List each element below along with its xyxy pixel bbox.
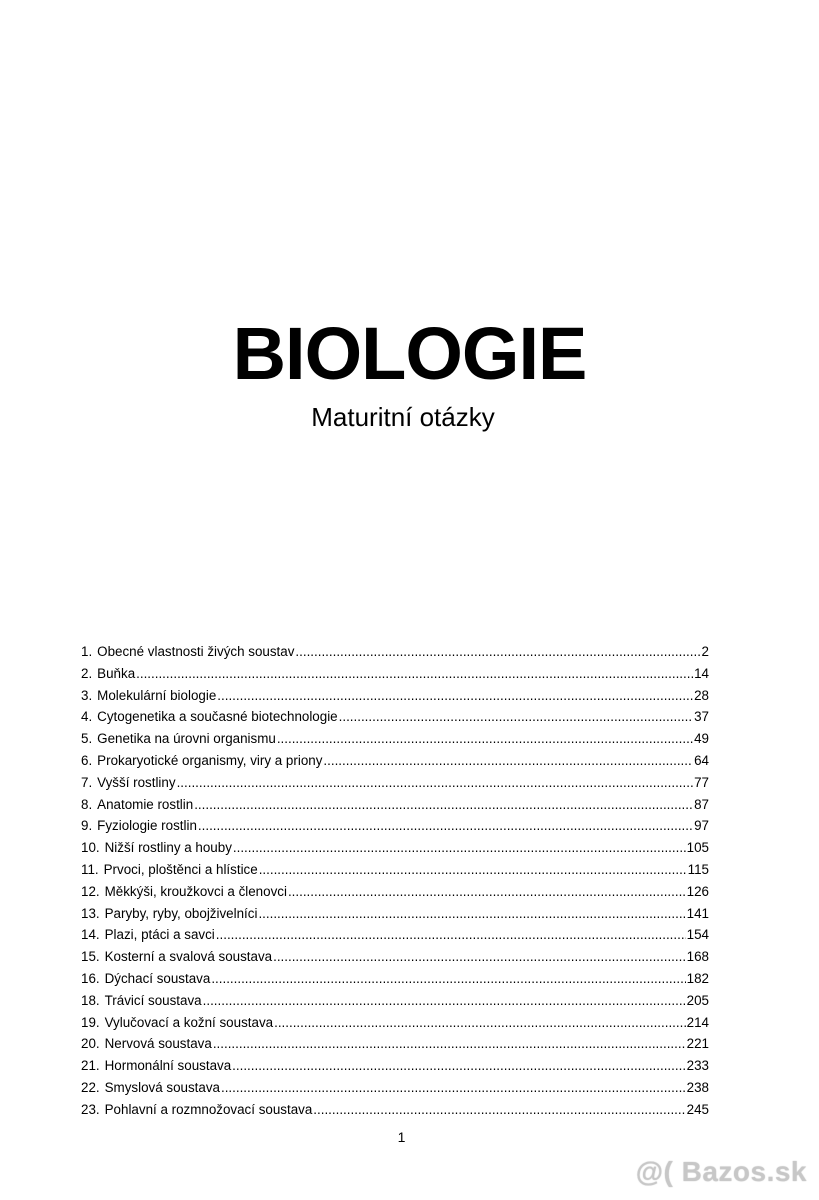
toc-entry-number: 18. (81, 992, 100, 1008)
toc-entry-leader-dots (221, 1077, 686, 1099)
toc-entry-leader-dots (258, 903, 685, 925)
toc-entry (81, 772, 709, 794)
toc-entry-leader-dots (211, 968, 685, 990)
toc-entry-page: 14 (694, 665, 709, 681)
toc-entry (81, 859, 709, 881)
toc-entry-title: Cytogenetika a současné biotechnologie (97, 709, 338, 725)
toc-entry-title: Plazi, ptáci a savci (104, 927, 215, 943)
toc-entry (81, 794, 709, 816)
toc-entry-number: 5. (81, 731, 93, 747)
toc-entry-page: 221 (686, 1036, 709, 1052)
toc-entry-number: 14. (81, 927, 100, 943)
toc-entry-number: 19. (81, 1014, 100, 1030)
toc-entry-leader-dots (232, 1055, 686, 1077)
toc-entry-page: 77 (694, 774, 709, 790)
toc-entry-leader-dots (233, 837, 686, 859)
toc-entry (81, 1077, 709, 1099)
toc-entry (81, 903, 709, 925)
toc-entry-page: 168 (686, 949, 709, 965)
toc-entry-leader-dots (288, 881, 686, 903)
toc-entry-title: Vylučovací a kožní soustava (104, 1014, 274, 1030)
toc-entry-title: Prokaryotické organismy, viry a priony (97, 752, 323, 768)
toc-entry-title: Měkkýši, kroužkovci a členovci (104, 883, 287, 899)
toc-entry-title: Buňka (97, 665, 136, 681)
toc-entry-leader-dots (339, 706, 693, 728)
toc-entry (81, 924, 709, 946)
toc-entry-number: 8. (81, 796, 93, 812)
toc-entry (81, 641, 709, 663)
toc-entry-title: Obecné vlastnosti živých soustav (97, 644, 295, 659)
toc-entry-leader-dots (295, 641, 700, 663)
toc-entry-title: Fyziologie rostlin (97, 818, 197, 834)
toc-entry (81, 728, 709, 750)
toc-entry-page: 105 (686, 840, 709, 856)
toc-entry-number: 9. (81, 818, 93, 834)
toc-entry-title: Prvoci, ploštěnci a hlístice (103, 861, 258, 877)
document-subtitle: Maturitní otázky (311, 402, 495, 432)
toc-entry-leader-dots (136, 663, 693, 685)
toc-entry-number: 1. (81, 644, 93, 659)
toc-entry-title: Genetika na úrovni organismu (97, 731, 276, 747)
toc-entry-page: 182 (686, 970, 709, 986)
toc-entry-page: 245 (686, 1101, 709, 1117)
toc-entry-leader-dots (217, 685, 693, 707)
toc-entry-leader-dots (213, 1033, 686, 1055)
toc-entry-title: Kosterní a svalová soustava (104, 949, 273, 965)
toc-entry (81, 1033, 709, 1055)
toc-entry-title: Molekulární biologie (97, 687, 217, 703)
toc-entry-page: 28 (694, 687, 709, 703)
toc-entry-number: 3. (81, 687, 93, 703)
toc-entry-number: 13. (81, 905, 100, 921)
toc-entry (81, 815, 709, 837)
toc-entry-number: 20. (81, 1036, 100, 1052)
toc-entry-number: 4. (81, 709, 93, 725)
toc-entry-number: 15. (81, 949, 100, 965)
toc-entry-leader-dots (216, 924, 686, 946)
toc-entry (81, 663, 709, 685)
toc-entry (81, 1055, 709, 1077)
toc-entry-leader-dots (273, 946, 686, 968)
table-of-contents (81, 641, 709, 1121)
toc-entry (81, 946, 709, 968)
watermark-logo: @( Bazos.sk (635, 1156, 807, 1187)
toc-entry (81, 990, 709, 1012)
page-number: 1 (397, 1129, 406, 1145)
toc-entry-title: Pohlavní a rozmnožovací soustava (104, 1101, 313, 1117)
toc-entry-number: 21. (81, 1058, 100, 1074)
toc-entry-number: 6. (81, 752, 93, 768)
toc-entry-number: 10. (81, 840, 100, 856)
toc-entry-title: Anatomie rostlin (97, 796, 194, 812)
toc-entry-page: 2 (701, 644, 709, 659)
toc-entry (81, 1012, 709, 1034)
toc-entry (81, 1099, 709, 1121)
toc-entry-page: 238 (686, 1079, 709, 1095)
toc-entry-title: Vyšší rostliny (97, 774, 176, 790)
toc-entry-title: Nižší rostliny a houby (104, 840, 232, 856)
toc-entry-number: 12. (81, 883, 100, 899)
toc-entry-page: 233 (686, 1058, 709, 1074)
toc-entry-number: 11. (81, 861, 99, 877)
toc-entry-leader-dots (274, 1012, 686, 1034)
toc-entry-page: 64 (694, 752, 709, 768)
toc-entry-number: 22. (81, 1079, 100, 1095)
toc-entry-page: 214 (686, 1014, 709, 1030)
toc-entry-page: 115 (687, 861, 709, 877)
toc-entry-page: 97 (694, 818, 709, 834)
toc-entry (81, 968, 709, 990)
toc-entry-leader-dots (259, 859, 687, 881)
toc-entry (81, 837, 709, 859)
toc-entry-leader-dots (177, 772, 694, 794)
toc-entry-page: 87 (694, 796, 709, 812)
toc-entry-leader-dots (198, 815, 693, 837)
toc-entry-number: 23. (81, 1101, 100, 1117)
toc-entry-leader-dots (203, 990, 686, 1012)
document-title: BIOLOGIE (232, 312, 587, 395)
toc-entry-title: Hormonální soustava (104, 1058, 232, 1074)
toc-entry-page: 141 (686, 905, 709, 921)
toc-entry-title: Nervová soustava (104, 1036, 212, 1052)
toc-entry-title: Dýchací soustava (104, 970, 211, 986)
toc-entry-title: Trávicí soustava (104, 992, 202, 1008)
toc-entry-leader-dots (313, 1099, 685, 1121)
toc-entry (81, 881, 709, 903)
toc-entry-leader-dots (277, 728, 693, 750)
toc-entry-page: 37 (694, 709, 709, 725)
toc-entry-number: 2. (81, 665, 93, 681)
toc-entry-number: 7. (81, 774, 93, 790)
toc-entry-page: 126 (686, 883, 709, 899)
toc-entry-page: 154 (686, 927, 709, 943)
toc-entry-title: Paryby, ryby, obojživelníci (104, 905, 258, 921)
toc-entry-page: 205 (686, 992, 709, 1008)
toc-entry (81, 706, 709, 728)
toc-entry-title: Smyslová soustava (104, 1079, 220, 1095)
toc-entry-page: 49 (694, 731, 709, 747)
toc-entry (81, 750, 709, 772)
toc-entry-number: 16. (81, 970, 100, 986)
toc-entry-leader-dots (323, 750, 693, 772)
toc-entry (81, 685, 709, 707)
toc-entry-leader-dots (194, 794, 693, 816)
